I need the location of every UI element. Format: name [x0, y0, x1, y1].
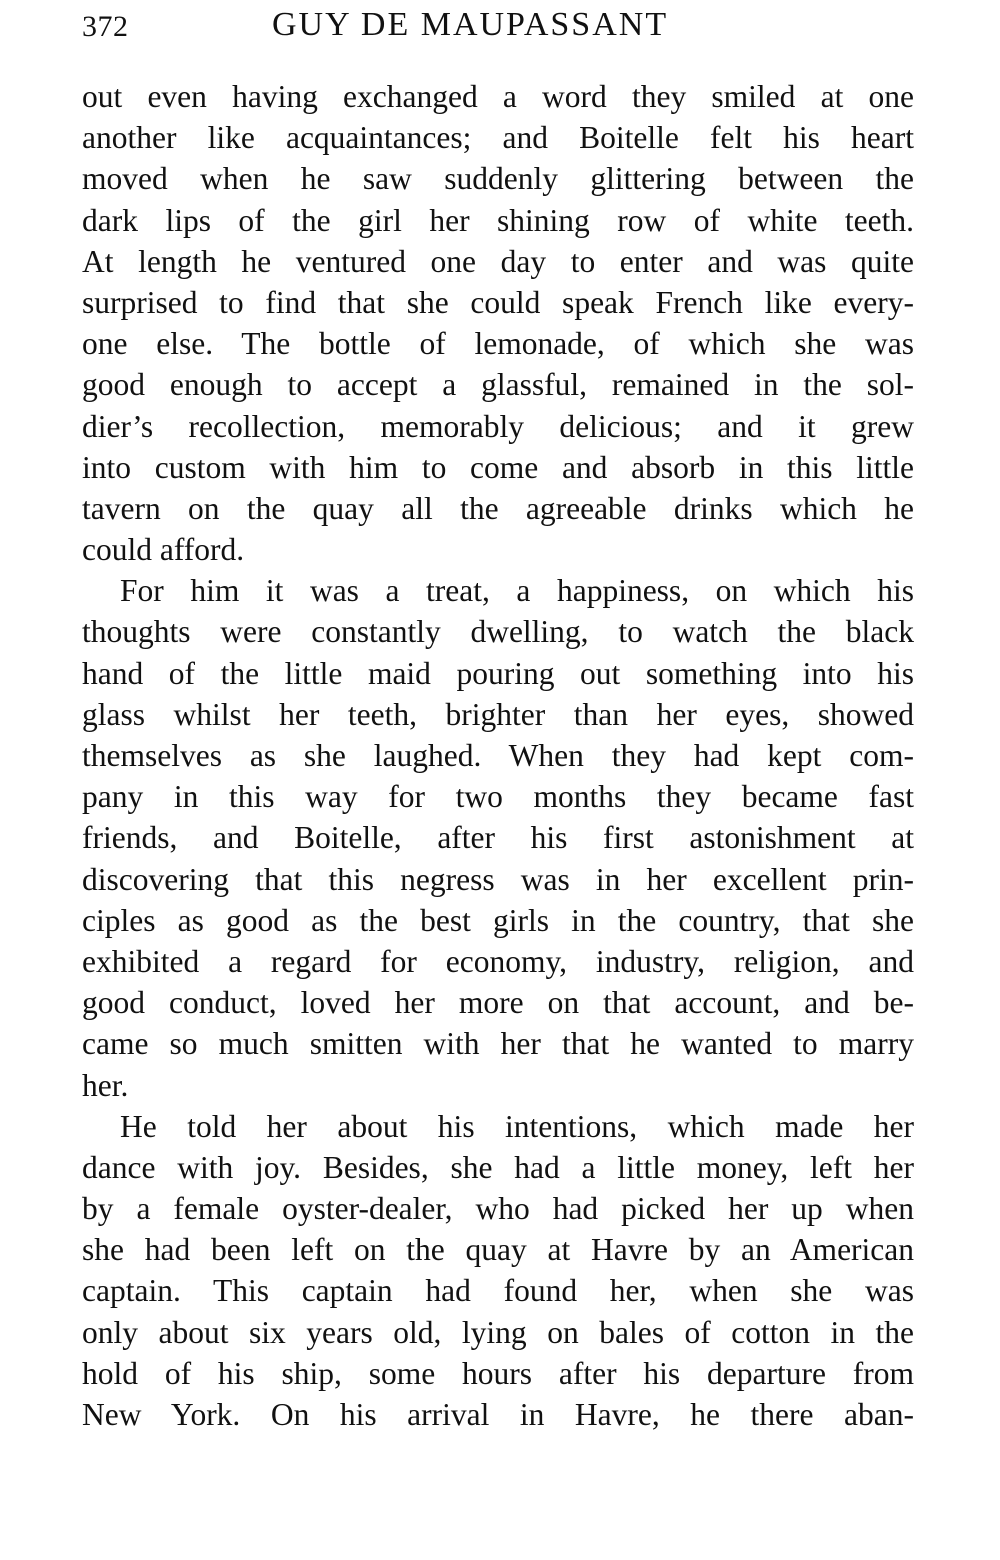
text-line: one else. The bottle of lemonade, of which she was — [82, 326, 914, 362]
running-title: GUY DE MAUPASSANT — [272, 6, 669, 43]
text-line: glass whilst her teeth, brighter than her eyes, showed — [82, 696, 914, 732]
body-text — [82, 76, 914, 1435]
text-line: into custom with him to come and absorb in this little — [82, 449, 914, 485]
text-line: thoughts were constantly dwelling, to watch the black — [82, 614, 914, 650]
text-line: New York. On his arrival in Havre, he there aban- — [82, 1397, 914, 1432]
text-line: For him it was a treat, a happiness, on which his — [120, 573, 914, 609]
paragraph — [82, 570, 914, 1105]
text-line: could afford. — [82, 532, 245, 568]
text-line: He told her about his intentions, which made her — [120, 1108, 914, 1144]
text-line: ciples as good as the best girls in the country, that she — [82, 902, 914, 938]
text-line: came so much smitten with her that he wanted to marry — [82, 1026, 914, 1062]
text-line: themselves as she laughed. When they had kept com- — [82, 738, 914, 773]
text-line: her. — [82, 1067, 129, 1103]
text-line: exhibited a regard for economy, industry, religion, and — [82, 943, 914, 979]
text-line: only about six years old, lying on bales of cotton in the — [82, 1314, 914, 1350]
text-line: dark lips of the girl her shining row of white teeth. — [82, 202, 914, 238]
paragraph — [82, 76, 914, 570]
text-line: good enough to accept a glassful, remained in the sol- — [82, 367, 914, 403]
text-line: tavern on the quay all the agreeable drinks which he — [82, 490, 914, 526]
text-line: dier’s recollection, memorably delicious; and it grew — [82, 408, 914, 444]
text-line: At length he ventured one day to enter and was quite — [82, 243, 914, 279]
text-line: by a female oyster-dealer, who had picked her up when — [82, 1191, 914, 1227]
running-head — [82, 4, 912, 44]
text-line: friends, and Boitelle, after his first astonishment at — [82, 820, 914, 856]
text-line: out even having exchanged a word they smiled at one — [82, 79, 914, 114]
text-line: another like acquaintances; and Boitelle felt his heart — [82, 120, 914, 156]
text-line: dance with joy. Besides, she had a little money, left her — [82, 1149, 914, 1185]
text-line: hold of his ship, some hours after his departure from — [82, 1355, 914, 1391]
paragraph — [82, 1106, 914, 1436]
text-line: captain. This captain had found her, when she was — [82, 1273, 914, 1309]
text-line: she had been left on the quay at Havre by an American — [82, 1232, 914, 1268]
text-line: hand of the little maid pouring out something into his — [82, 655, 914, 691]
text-line: discovering that this negress was in her excellent prin- — [82, 861, 914, 897]
page-number: 372 — [82, 10, 129, 43]
text-line: good conduct, loved her more on that account, and be- — [82, 985, 914, 1021]
text-line: pany in this way for two months they became fast — [82, 779, 914, 815]
text-line: surprised to find that she could speak French like every- — [82, 284, 914, 320]
text-line: moved when he saw suddenly glittering between the — [82, 161, 914, 197]
